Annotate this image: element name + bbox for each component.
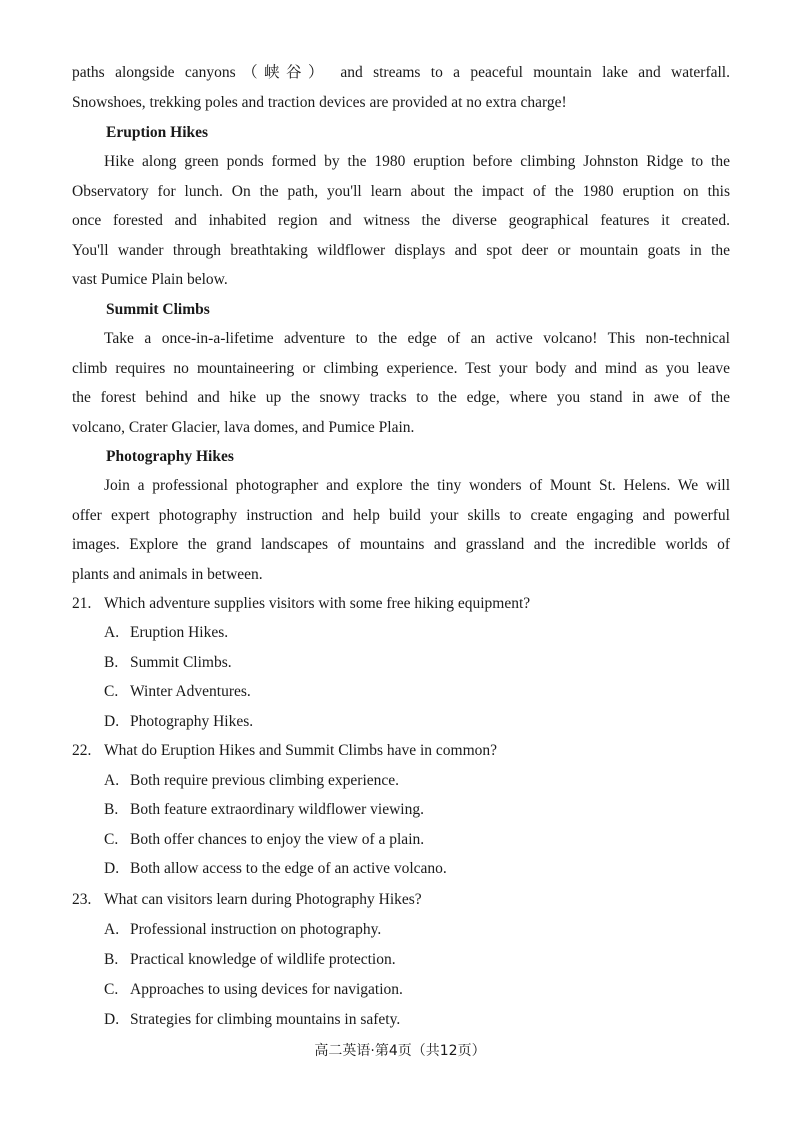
paragraph-line: climb requires no mountaineering or climbing experience. Test your body and mind as you leave bbox=[72, 360, 730, 377]
paragraph-line: Take a once-in-a-lifetime adventure to the edge of an active volcano! This non-technical bbox=[104, 330, 730, 347]
paragraph-line: Observatory for lunch. On the path, you'll learn about the impact of the 1980 eruption on this bbox=[72, 183, 730, 200]
intro-line: paths alongside canyons（峡谷） and streams to a peaceful mountain lake and waterfall. bbox=[72, 64, 730, 81]
answer-option[interactable] bbox=[104, 920, 381, 940]
paragraph-line: You'll wander through breathtaking wildflower displays and spot deer or mountain goats in the bbox=[72, 242, 730, 259]
answer-option[interactable] bbox=[104, 859, 447, 879]
option-letter: A. bbox=[104, 624, 120, 641]
option-letter: B. bbox=[104, 654, 119, 671]
paragraph-line: the forest behind and hike up the snowy tracks to the edge, where you stand in awe of the bbox=[72, 389, 730, 406]
section-heading: Summit Climbs bbox=[106, 301, 210, 318]
option-text: Both feature extraordinary wildflower viewing. bbox=[130, 801, 424, 818]
paragraph-line: vast Pumice Plain below. bbox=[72, 271, 228, 288]
option-letter: A. bbox=[104, 921, 120, 938]
question-number: 23. bbox=[72, 891, 92, 908]
option-text: Both offer chances to enjoy the view of a plain. bbox=[130, 831, 425, 848]
option-text: Eruption Hikes. bbox=[130, 624, 229, 641]
question-text: Which adventure supplies visitors with some free hiking equipment? bbox=[104, 595, 531, 612]
section-heading: Photography Hikes bbox=[106, 448, 234, 465]
paragraph-line: offer expert photography instruction and help build your skills to create engaging and powerful bbox=[72, 507, 730, 524]
question-text: What do Eruption Hikes and Summit Climbs have in common? bbox=[104, 742, 498, 759]
option-letter: C. bbox=[104, 683, 119, 700]
option-letter: D. bbox=[104, 713, 120, 730]
answer-option[interactable] bbox=[104, 682, 251, 702]
option-letter: D. bbox=[104, 1011, 120, 1028]
section-heading: Eruption Hikes bbox=[106, 124, 209, 141]
answer-option[interactable] bbox=[104, 800, 424, 820]
option-letter: C. bbox=[104, 831, 119, 848]
page-footer: 高二英语·第4页（共12页） bbox=[314, 1043, 486, 1059]
option-text: Approaches to using devices for navigation. bbox=[130, 981, 403, 998]
option-text: Both allow access to the edge of an active volcano. bbox=[130, 860, 447, 877]
option-text: Strategies for climbing mountains in safety. bbox=[130, 1011, 401, 1028]
option-text: Summit Climbs. bbox=[130, 654, 232, 671]
answer-option[interactable] bbox=[104, 950, 396, 970]
question-number: 22. bbox=[72, 742, 92, 759]
answer-option[interactable] bbox=[104, 1010, 400, 1030]
answer-option[interactable] bbox=[104, 830, 424, 850]
option-letter: A. bbox=[104, 772, 120, 789]
option-text: Both require previous climbing experience. bbox=[130, 772, 400, 789]
answer-option[interactable] bbox=[104, 980, 403, 1000]
paragraph-line: images. Explore the grand landscapes of mountains and grassland and the incredible worlds of bbox=[72, 536, 730, 553]
question-text: What can visitors learn during Photography Hikes? bbox=[104, 891, 422, 908]
paragraph-line: volcano, Crater Glacier, lava domes, and Pumice Plain. bbox=[72, 419, 415, 436]
intro-line: Snowshoes, trekking poles and traction devices are provided at no extra charge! bbox=[72, 94, 567, 111]
answer-option[interactable] bbox=[104, 771, 399, 791]
answer-option[interactable] bbox=[104, 653, 232, 673]
paragraph-line: once forested and inhabited region and witness the diverse geographical features it created. bbox=[72, 212, 730, 229]
option-letter: D. bbox=[104, 860, 120, 877]
option-text: Practical knowledge of wildlife protection. bbox=[130, 951, 396, 968]
option-letter: B. bbox=[104, 801, 119, 818]
paragraph-line: Hike along green ponds formed by the 1980 eruption before climbing Johnston Ridge to the bbox=[104, 153, 730, 170]
option-text: Professional instruction on photography. bbox=[130, 921, 382, 938]
option-text: Photography Hikes. bbox=[130, 713, 254, 730]
paragraph-line: Join a professional photographer and explore the tiny wonders of Mount St. Helens. We will bbox=[104, 477, 730, 494]
option-text: Winter Adventures. bbox=[130, 683, 251, 700]
answer-option[interactable] bbox=[104, 712, 253, 732]
question-number: 21. bbox=[72, 595, 92, 612]
option-letter: C. bbox=[104, 981, 119, 998]
option-letter: B. bbox=[104, 951, 119, 968]
answer-option[interactable] bbox=[104, 623, 228, 643]
paragraph-line: plants and animals in between. bbox=[72, 566, 263, 583]
